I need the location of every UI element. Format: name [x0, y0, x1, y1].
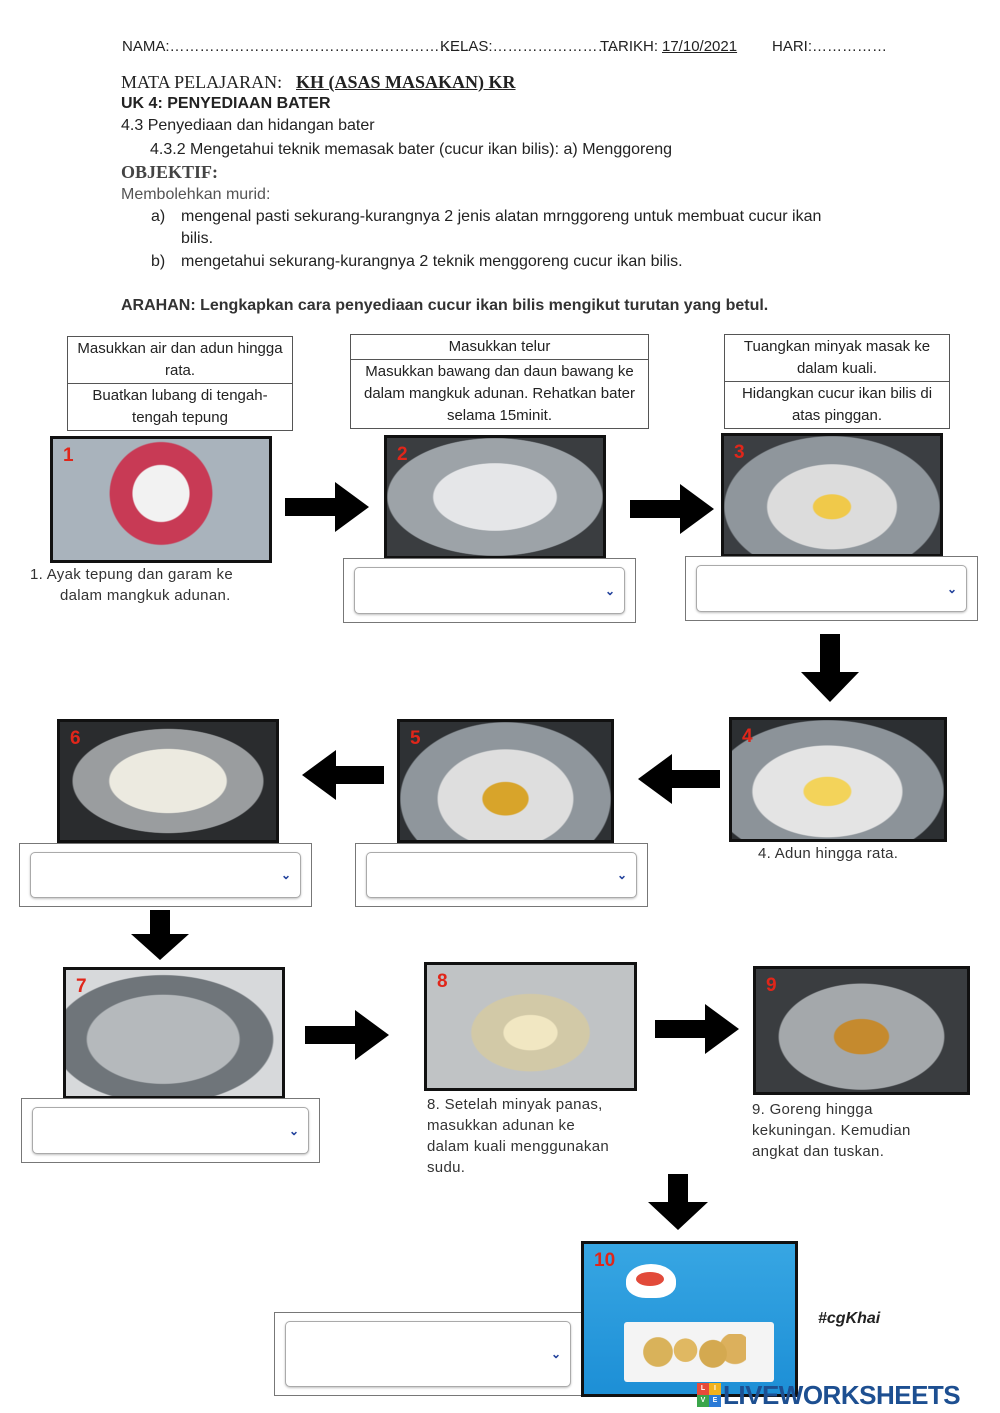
- caption-line: masukkan adunan ke: [427, 1117, 575, 1134]
- caption-line: 4. Adun hingga rata.: [758, 845, 899, 862]
- arrow-down-icon: [131, 910, 189, 960]
- option-box-2: [350, 334, 649, 429]
- objective-marker-b: b): [151, 253, 166, 270]
- step-photo-8: [424, 962, 637, 1091]
- step-number: 7: [76, 976, 87, 997]
- caption-line: 9. Goreng hingga: [752, 1101, 873, 1118]
- step-number: 10: [594, 1250, 616, 1271]
- arrow-left-icon: [638, 754, 720, 804]
- step-photo-3: [721, 433, 943, 557]
- caption-line: 1. Ayak tepung dan garam ke: [30, 566, 233, 583]
- step-5-dropdown[interactable]: [366, 852, 637, 898]
- chevron-down-icon: ⌄: [550, 1347, 561, 1361]
- step-caption-9: [752, 1099, 911, 1162]
- caption-line: sudu.: [427, 1159, 466, 1176]
- chevron-down-icon: ⌄: [946, 581, 957, 596]
- objective-marker-a: a): [151, 208, 166, 225]
- step-photo-4: [729, 717, 947, 842]
- objective-intro: Membolehkan murid:: [121, 186, 271, 203]
- objective-item-a: mengenal pasti sekurang-kurangnya 2 jenis alatan mrnggoreng untuk membuat cucur ikan: [181, 208, 822, 225]
- answer-slot-10: [274, 1312, 582, 1396]
- author-tag: #cgKhai: [818, 1310, 881, 1327]
- caption-line: angkat dan tuskan.: [752, 1143, 885, 1160]
- arrow-right-icon: [305, 1010, 389, 1060]
- caption-line: 8. Setelah minyak panas,: [427, 1096, 603, 1113]
- day-field: HARI:……………: [772, 38, 888, 55]
- date-label: TARIKH:: [600, 38, 659, 55]
- watermark-text: LIVEWORKSHEETS: [723, 1380, 961, 1410]
- date-value: 17/10/2021: [662, 38, 738, 55]
- step-number: 8: [437, 971, 448, 992]
- answer-slot-5: [355, 843, 648, 907]
- arrow-right-icon: [285, 482, 369, 532]
- arrow-down-icon: [801, 634, 859, 702]
- objective-title: OBJEKTIF:: [121, 162, 219, 182]
- caption-line: dalam kuali menggunakan: [427, 1138, 610, 1155]
- option-text: Masukkan telur: [351, 335, 648, 360]
- step-number: 9: [766, 975, 777, 996]
- sauce: [636, 1272, 664, 1286]
- subject-label: MATA PELAJARAN:: [121, 72, 283, 92]
- step-photo-1: [50, 436, 272, 563]
- caption-line: dalam mangkuk adunan.: [60, 587, 231, 604]
- class-field: KELAS:…………………….: [440, 38, 617, 55]
- step-number: 6: [70, 728, 81, 749]
- answer-slot-6: [19, 843, 312, 907]
- step-photo-10: [581, 1241, 798, 1397]
- option-text: Hidangkan cucur ikan bilis di atas pinggan.: [741, 385, 933, 424]
- step-number: 3: [734, 442, 745, 463]
- step-number: 2: [397, 444, 408, 465]
- arrow-down-icon: [648, 1174, 708, 1230]
- fritters: [636, 1334, 746, 1370]
- subtopic: 4.3.2 Mengetahui teknik memasak bater (cucur ikan bilis): a) Menggoreng: [150, 141, 673, 158]
- answer-slot-3: [685, 556, 978, 621]
- objective-item-a-cont: bilis.: [181, 230, 214, 247]
- step-10-dropdown[interactable]: [285, 1321, 571, 1387]
- chevron-down-icon: ⌄: [280, 868, 291, 882]
- step-photo-5: [397, 719, 614, 843]
- arrow-left-icon: [302, 750, 384, 800]
- step-number: 5: [410, 728, 421, 749]
- option-text: Tuangkan minyak masak ke dalam kuali.: [725, 335, 949, 382]
- plate: [624, 1322, 774, 1382]
- liveworksheets-logo: [697, 1380, 997, 1410]
- caption-line: kekuningan. Kemudian: [752, 1122, 911, 1139]
- option-box-3: [724, 334, 950, 429]
- live-logo-icon: L I V E: [697, 1383, 721, 1407]
- step-7-dropdown[interactable]: [32, 1107, 309, 1154]
- step-number: 1: [63, 445, 74, 466]
- chevron-down-icon: ⌄: [604, 583, 615, 598]
- step-caption-4: [758, 843, 898, 864]
- step-2-dropdown[interactable]: [354, 567, 625, 614]
- name-field: NAMA:……………………………………………………: [122, 38, 470, 55]
- unit-title: UK 4: PENYEDIAAN BATER: [121, 95, 331, 112]
- step-photo-6: [57, 719, 279, 843]
- sauce-bowl: [626, 1264, 676, 1298]
- option-text: Buatkan lubang di tengah-tengah tepung: [92, 387, 268, 426]
- option-text: Masukkan air dan adun hingga rata.: [68, 337, 292, 384]
- step-photo-9: [753, 966, 970, 1095]
- chevron-down-icon: ⌄: [288, 1123, 299, 1138]
- arrow-right-icon: [655, 1004, 739, 1054]
- step-6-dropdown[interactable]: [30, 852, 301, 898]
- subject-value: KH (ASAS MASAKAN) KR: [296, 72, 516, 92]
- step-number: 4: [742, 726, 753, 747]
- step-photo-2: [384, 435, 606, 559]
- topic: 4.3 Penyediaan dan hidangan bater: [121, 117, 375, 134]
- chevron-down-icon: ⌄: [616, 868, 627, 882]
- step-caption-8: [427, 1094, 609, 1178]
- objective-item-b: mengetahui sekurang-kurangnya 2 teknik menggoreng cucur ikan bilis.: [181, 253, 683, 270]
- answer-slot-2: [343, 558, 636, 623]
- option-box-1: [67, 336, 293, 431]
- option-text: Masukkan bawang dan daun bawang ke dalam mangkuk adunan. Rehatkan bater selama 15minit.: [363, 363, 635, 424]
- arrow-right-icon: [630, 484, 714, 534]
- instruction: ARAHAN: Lengkapkan cara penyediaan cucur ikan bilis mengikut turutan yang betul.: [121, 297, 769, 314]
- answer-slot-7: [21, 1098, 320, 1163]
- step-3-dropdown[interactable]: [696, 565, 967, 612]
- step-caption-1: [30, 564, 233, 606]
- step-photo-7: [63, 967, 285, 1099]
